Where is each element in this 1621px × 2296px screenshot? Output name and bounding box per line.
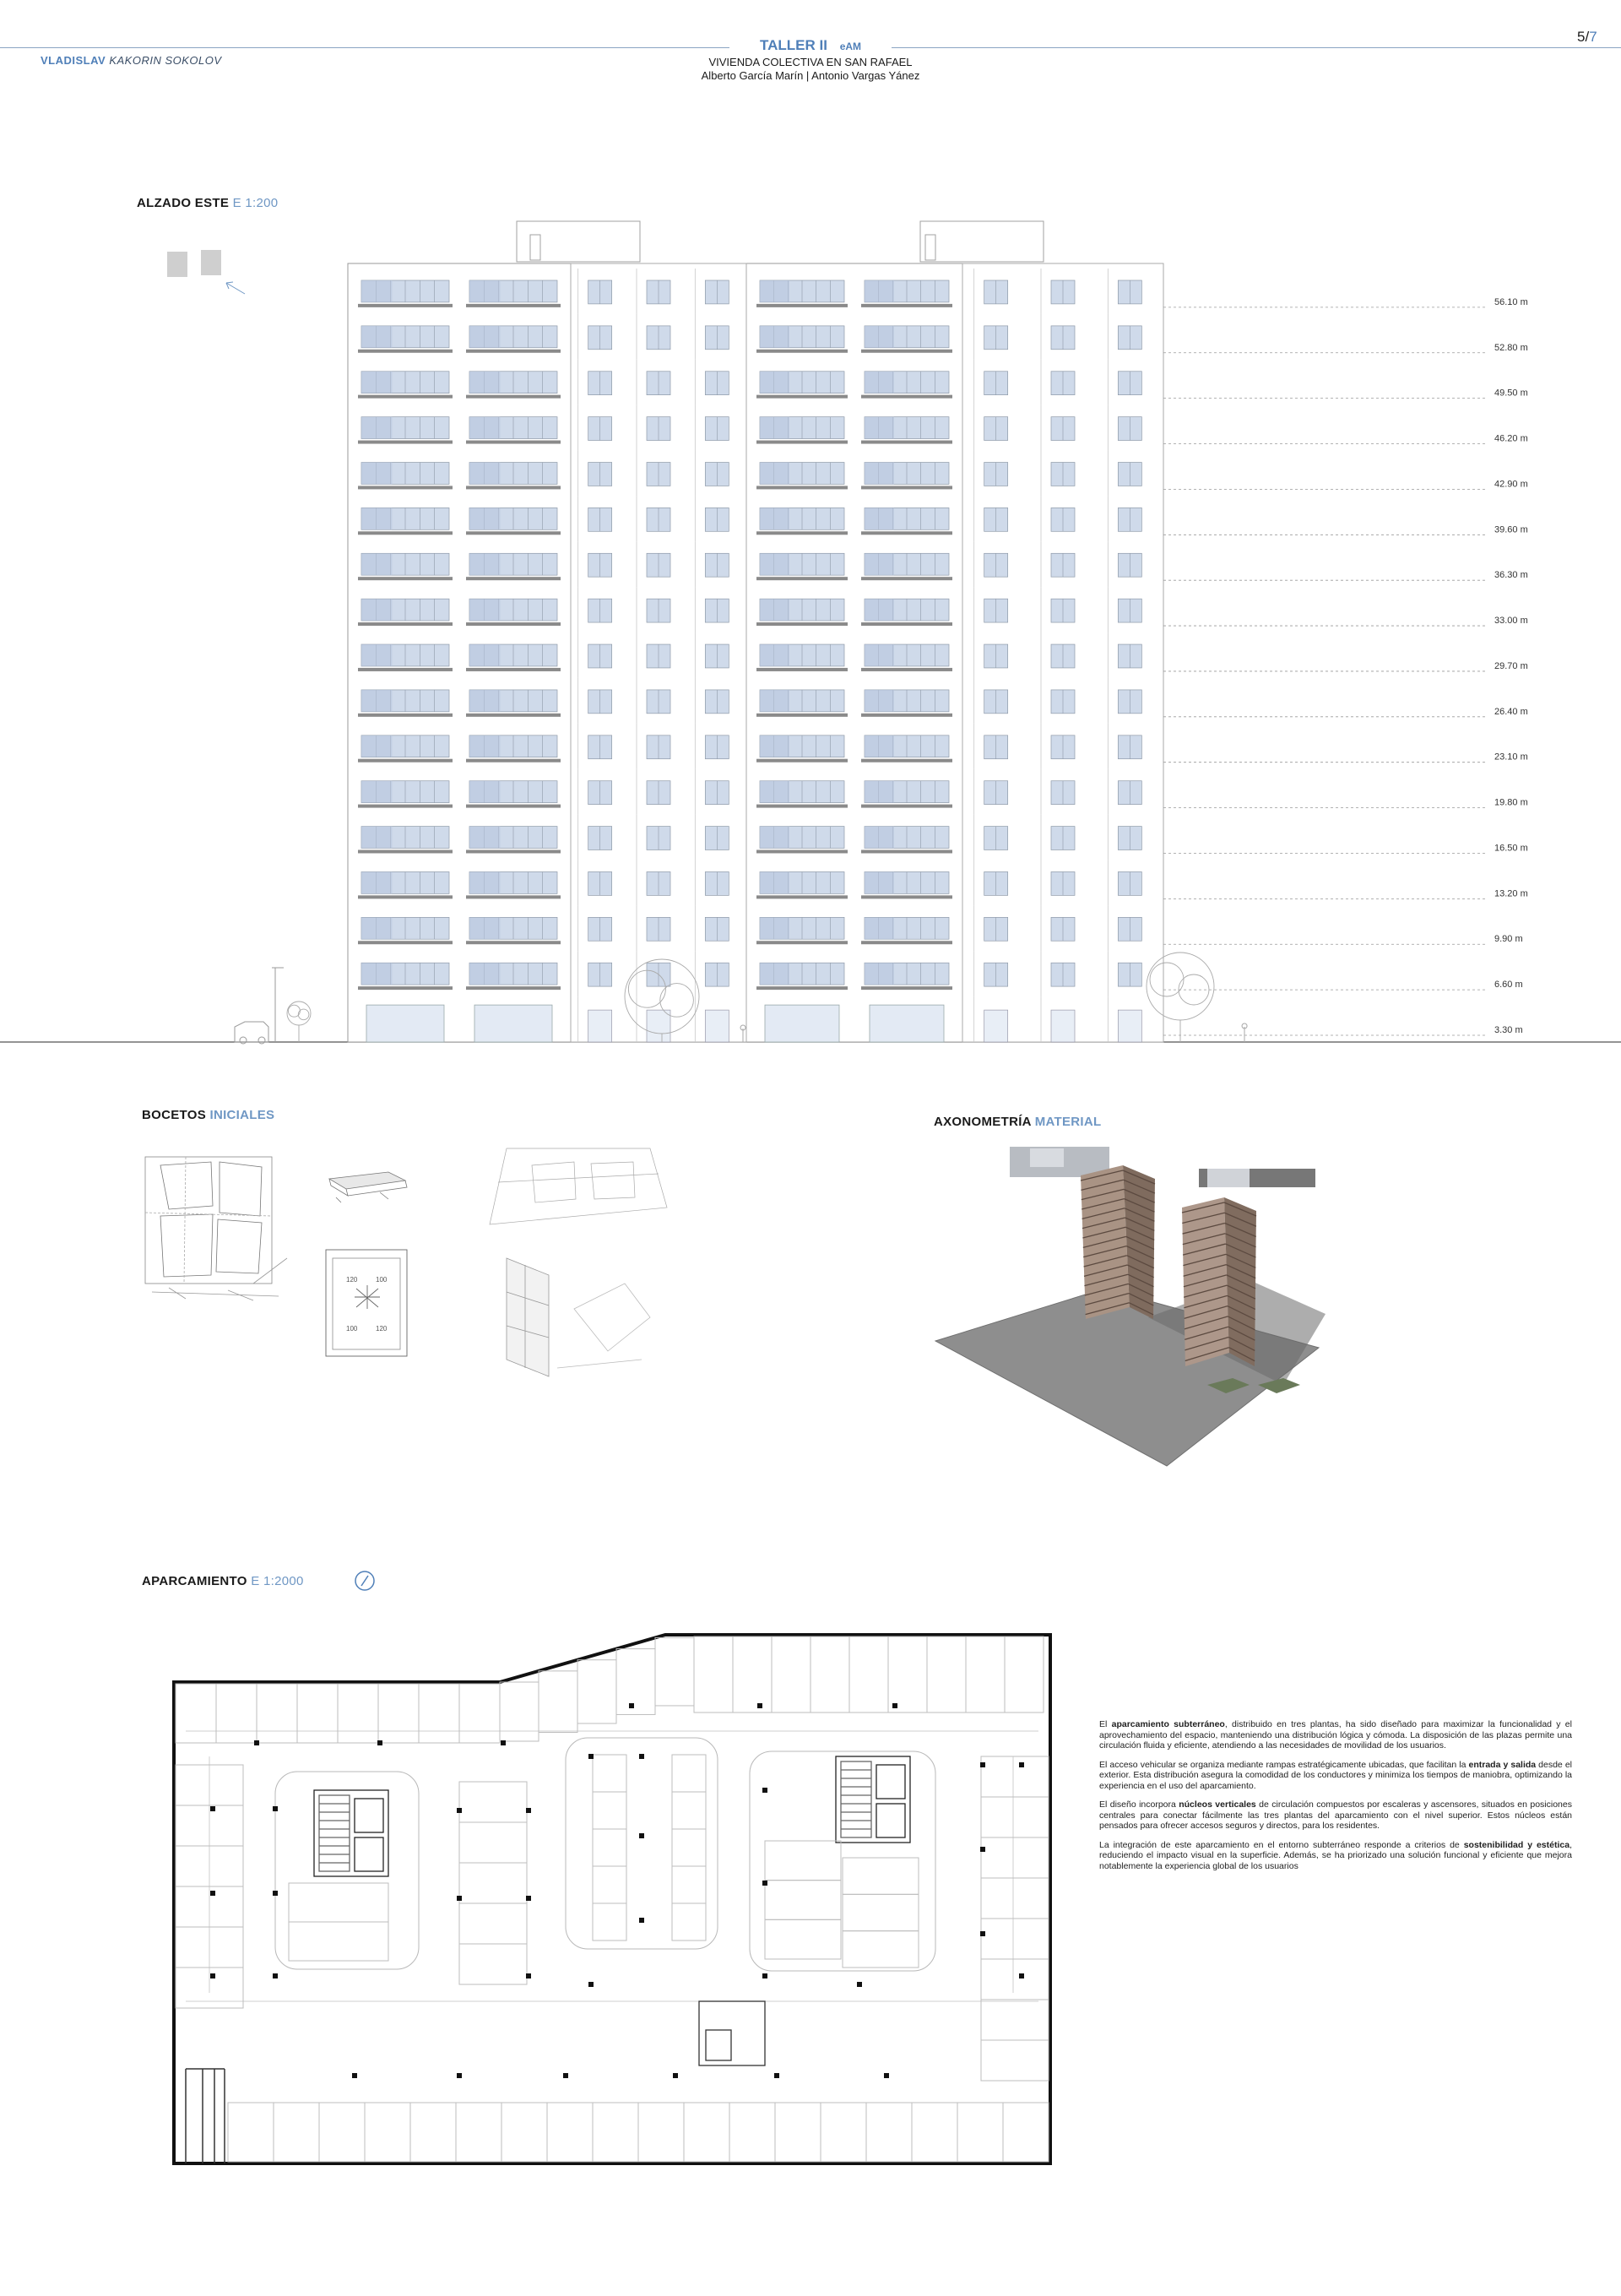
- structural-column: [639, 1833, 644, 1838]
- structural-column: [377, 1740, 382, 1745]
- parking-paragraph-2: El acceso vehicular se organiza mediante rampas estratégicamente ubicadas, que facilitan la entrada y salida desde el exterior. Esta distribución asegura la comodidad de los conductores y minimiza los tiempos de maniobra, optimizando la experiencia en el uso del aparcamiento.: [1099, 1759, 1572, 1791]
- structural-column: [588, 1982, 594, 1987]
- vertical-core-1: [314, 1790, 388, 1876]
- sketch-interior-perspective: [490, 1148, 667, 1224]
- east-elevation-drawing: [0, 211, 1621, 1056]
- structural-column: [757, 1703, 762, 1708]
- author-first: VLADISLAV: [41, 54, 106, 67]
- svg-text:100: 100: [376, 1276, 388, 1284]
- author-last: KAKORIN SOKOLOV: [109, 54, 222, 67]
- parking-paragraph-3: El diseño incorpora núcleos verticales de circulación compuestos por escaleras y ascensores, situados en posiciones centrales para conectar fácilmente las tres plantas del aparcamiento con el nivel superior. Estos núcleos están pensados para ofrecer accesos seguros y directos, para los residentes.: [1099, 1799, 1572, 1831]
- parking-paragraph-4: La integración de este aparcamiento en el entorno subterráneo responde a criterios de sostenibilidad y estética, reduciendo el impacto visual en la superficie. Además, se ha priorizado una solución funcional y eficiente que mejora notablemente la experiencia global de los usuarios: [1099, 1839, 1572, 1871]
- elevation-level-label: 39.60 m: [1494, 524, 1528, 535]
- elevation-level-label: 56.10 m: [1494, 296, 1528, 307]
- sketch-plan-2: [326, 1250, 407, 1356]
- elevation-level-label: 6.60 m: [1494, 980, 1523, 991]
- elevation-level-label: 36.30 m: [1494, 570, 1528, 581]
- structural-column: [526, 1808, 531, 1813]
- north-arrow-icon: [353, 1569, 377, 1593]
- svg-text:100: 100: [346, 1325, 358, 1333]
- structural-column: [857, 1982, 862, 1987]
- structural-column: [254, 1740, 259, 1745]
- aparcamiento-title: [142, 1574, 304, 1588]
- structural-column: [563, 2073, 568, 2078]
- structural-column: [352, 2073, 357, 2078]
- vertical-core-2: [836, 1756, 910, 1843]
- structural-column: [762, 1788, 767, 1793]
- alzado-title: [137, 196, 278, 210]
- structural-column: [980, 1931, 985, 1936]
- parking-description: [1099, 1719, 1572, 1880]
- structural-column: [457, 1896, 462, 1901]
- structural-column: [588, 1754, 594, 1759]
- course-number: II: [819, 37, 827, 53]
- structural-column: [762, 1973, 767, 1978]
- page-number: [1577, 29, 1597, 46]
- project-title: VIVIENDA COLECTIVA EN SAN RAFAEL: [708, 56, 913, 68]
- bocetos-accent: INICIALES: [209, 1108, 275, 1122]
- school-name: eAM: [839, 41, 862, 52]
- elevation-level-label: 23.10 m: [1494, 752, 1528, 763]
- elevation-level-label: 42.90 m: [1494, 479, 1528, 490]
- structural-column: [1019, 1973, 1024, 1978]
- structural-column: [639, 1918, 644, 1923]
- elevation-level-label: 26.40 m: [1494, 706, 1528, 717]
- structural-column: [457, 1808, 462, 1813]
- structural-column: [1019, 1762, 1024, 1767]
- axono-accent: MATERIAL: [1034, 1115, 1102, 1129]
- parking-plan: [169, 1630, 1064, 2170]
- elevation-level-label: 49.50 m: [1494, 388, 1528, 399]
- aparcamiento-scale: E 1:2000: [251, 1574, 304, 1588]
- sketch-stair-detail: [329, 1172, 407, 1202]
- location-key-icon: [167, 250, 245, 294]
- elevation-level-label: 13.20 m: [1494, 888, 1528, 899]
- car-figure: [235, 1022, 268, 1044]
- structural-column: [884, 2073, 889, 2078]
- sketch-facade-perspective: [507, 1258, 650, 1376]
- sketch-plan-1: [145, 1157, 287, 1300]
- elevation-level-label: 16.50 m: [1494, 843, 1528, 854]
- alzado-title-text: ALZADO ESTE: [137, 196, 230, 210]
- structural-column: [210, 1891, 215, 1896]
- structural-column: [774, 2073, 779, 2078]
- structural-column: [762, 1881, 767, 1886]
- page-current: 5/: [1577, 29, 1590, 45]
- svg-text:120: 120: [376, 1325, 388, 1333]
- elevation-level-label: 19.80 m: [1494, 797, 1528, 808]
- elevation-level-label: 29.70 m: [1494, 660, 1528, 671]
- structural-column: [501, 1740, 506, 1745]
- bocetos-title-text: BOCETOS: [142, 1108, 207, 1122]
- elevation-level-label: 33.00 m: [1494, 616, 1528, 627]
- parking-paragraph-1: El aparcamiento subterráneo, distribuido en tres plantas, ha sido diseñado para maximizar la funcionalidad y el aprovechamiento del espacio, manteniendo una distribución lógica y cómoda. La disposición de las plazas permite una circulación fluida y eficiente, atendiendo a las necesidades de movilidad de los usuarios.: [1099, 1719, 1572, 1750]
- structural-column: [273, 1973, 278, 1978]
- street-lamp: [272, 968, 284, 1042]
- course-title: [0, 37, 1621, 54]
- bocetos-title: [142, 1108, 274, 1122]
- sketches-group: [135, 1132, 675, 1385]
- structural-column: [210, 1806, 215, 1811]
- structural-column: [639, 1754, 644, 1759]
- aparcamiento-title-text: APARCAMIENTO: [142, 1574, 247, 1588]
- axono-title-text: AXONOMETRÍA: [934, 1115, 1032, 1129]
- tree-figure-3: [287, 1001, 311, 1042]
- tutors-line: Alberto García Marín | Antonio Vargas Yánez: [701, 69, 920, 82]
- svg-text:120: 120: [346, 1276, 358, 1284]
- page-total: 7: [1589, 29, 1597, 45]
- structural-column: [980, 1847, 985, 1852]
- structural-column: [457, 2073, 462, 2078]
- course-name: TALLER: [759, 37, 816, 53]
- elevation-level-label: 52.80 m: [1494, 342, 1528, 353]
- structural-column: [526, 1973, 531, 1978]
- tower-right: [1182, 1197, 1256, 1366]
- alzado-scale: E 1:200: [232, 196, 279, 210]
- elevation-level-label: 3.30 m: [1494, 1025, 1523, 1035]
- material-axonometry: [929, 1132, 1401, 1486]
- structural-column: [526, 1896, 531, 1901]
- structural-column: [673, 2073, 678, 2078]
- structural-column: [210, 1973, 215, 1978]
- structural-column: [273, 1806, 278, 1811]
- elevation-level-label: 46.20 m: [1494, 433, 1528, 444]
- elevation-level-label: 9.90 m: [1494, 934, 1523, 945]
- axono-title: [934, 1115, 1102, 1129]
- structural-column: [629, 1703, 634, 1708]
- tower-left: [1081, 1165, 1155, 1319]
- structural-column: [892, 1703, 897, 1708]
- structural-column: [273, 1891, 278, 1896]
- structural-column: [980, 1762, 985, 1767]
